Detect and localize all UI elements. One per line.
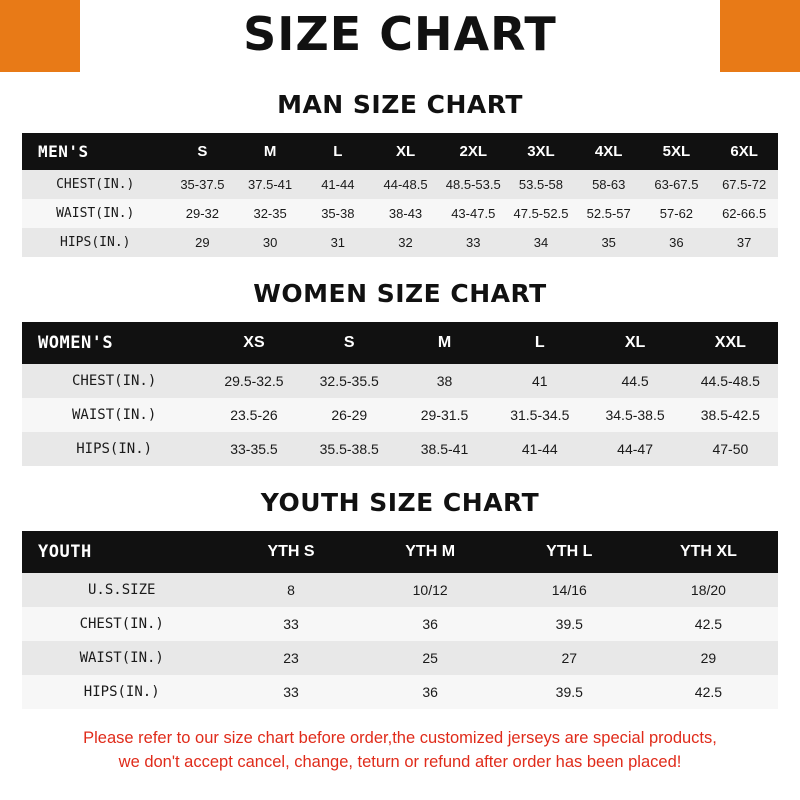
column-header: S	[343, 334, 355, 351]
table-row	[22, 607, 778, 641]
table-row	[22, 364, 778, 398]
table-cell: 44.5	[621, 373, 649, 389]
table-cell: 39.5	[555, 684, 583, 700]
row-label: HIPS(IN.)	[76, 441, 153, 457]
column-header: XL	[624, 334, 646, 351]
table-header-row	[22, 531, 778, 573]
table-cell: 29-32	[185, 206, 219, 221]
table-cell: 23	[283, 650, 299, 666]
row-label: CHEST(IN.)	[56, 177, 135, 192]
table-cell: 42.5	[694, 616, 723, 632]
youth-table-body	[22, 573, 778, 709]
table-cell: 34.5-38.5	[605, 407, 665, 423]
women-section-title: WOMEN SIZE CHART	[253, 279, 547, 308]
column-header: YTH XL	[679, 543, 737, 560]
table-cell: 44.5-48.5	[700, 373, 760, 389]
column-header: L	[534, 334, 545, 351]
table-cell: 42.5	[694, 684, 723, 700]
header-banner-inner	[80, 0, 720, 72]
column-header: YTH L	[546, 543, 593, 560]
table-cell: 41-44	[521, 441, 558, 457]
table-cell: 14/16	[551, 582, 587, 598]
youth-section-title: YOUTH SIZE CHART	[260, 488, 540, 517]
man-section-title: MAN SIZE CHART	[277, 90, 523, 119]
table-cell: 8	[287, 582, 295, 598]
row-label: HIPS(IN.)	[60, 235, 131, 250]
column-header: XS	[243, 334, 265, 351]
table-cell: 29	[700, 650, 717, 666]
man-table-header	[22, 133, 778, 170]
table-cell: 29.5-32.5	[224, 373, 284, 389]
table-cell: 25	[422, 650, 438, 666]
table-row	[22, 641, 778, 675]
table-cell: 34	[533, 235, 549, 250]
column-header: S	[197, 143, 208, 160]
table-row	[22, 199, 778, 228]
column-header: XL	[395, 143, 416, 160]
row-label: WAIST(IN.)	[56, 206, 135, 221]
women-table-body	[22, 364, 778, 466]
order-note-line-1: Please refer to our size chart before order,the customized jerseys are special products,	[83, 729, 717, 747]
column-header: L	[333, 143, 343, 160]
table-cell: 31.5-34.5	[510, 407, 570, 423]
table-cell: 35-38	[321, 206, 355, 221]
row-label: WAIST(IN.)	[79, 650, 164, 666]
table-cell: 58-63	[592, 177, 626, 192]
table-cell: 52.5-57	[586, 206, 631, 221]
table-cell: 32.5-35.5	[319, 373, 379, 389]
table-cell: 35	[601, 235, 616, 250]
table-cell: 48.5-53.5	[445, 177, 501, 192]
column-header: YTH S	[267, 543, 315, 560]
header-banner	[0, 0, 800, 72]
row-label: WAIST(IN.)	[72, 407, 157, 423]
table-cell: 29-31.5	[420, 407, 469, 423]
page-title: SIZE CHART	[243, 7, 557, 61]
column-header: 6XL	[730, 143, 758, 160]
table-cell: 38.5-41	[420, 441, 469, 457]
man-size-table	[22, 133, 778, 257]
table-row	[22, 573, 778, 607]
table-cell: 38.5-42.5	[700, 407, 760, 423]
table-cell: 41	[532, 373, 548, 389]
table-cell: 33-35.5	[230, 441, 278, 457]
table-corner-label: WOMEN'S	[38, 333, 114, 353]
column-header: M	[437, 334, 452, 351]
table-cell: 35-37.5	[180, 177, 225, 192]
row-label: U.S.SIZE	[88, 582, 156, 598]
row-label: CHEST(IN.)	[72, 373, 157, 389]
table-cell: 35.5-38.5	[319, 441, 379, 457]
column-header: M	[263, 143, 277, 160]
table-cell: 10/12	[412, 582, 448, 598]
table-corner-label: YOUTH	[38, 542, 92, 562]
table-cell: 57-62	[659, 206, 694, 221]
table-cell: 18/20	[690, 582, 726, 598]
column-header: YTH M	[405, 543, 456, 560]
chart-content	[0, 90, 800, 775]
table-cell: 63-67.5	[654, 177, 699, 192]
youth-size-table	[22, 531, 778, 709]
table-cell: 29	[195, 235, 210, 250]
column-header: 2XL	[459, 143, 487, 160]
column-header: 3XL	[527, 143, 555, 160]
table-header-row	[22, 322, 778, 364]
table-row	[22, 170, 778, 199]
table-cell: 33	[466, 235, 481, 250]
table-cell: 53.5-58	[518, 177, 564, 192]
youth-table-header	[22, 531, 778, 573]
women-table-header	[22, 322, 778, 364]
table-cell: 32	[398, 235, 413, 250]
row-label: CHEST(IN.)	[79, 616, 164, 632]
table-cell: 43-47.5	[451, 206, 496, 221]
table-cell: 37	[736, 235, 752, 250]
table-row	[22, 675, 778, 709]
table-cell: 41-44	[321, 177, 355, 192]
table-corner-label: MEN'S	[38, 142, 89, 161]
table-cell: 31	[330, 235, 346, 250]
women-size-table	[22, 322, 778, 466]
table-cell: 27	[561, 650, 578, 666]
table-cell: 32-35	[253, 206, 287, 221]
table-cell: 36	[422, 616, 438, 632]
table-cell: 39.5	[555, 616, 583, 632]
table-cell: 62-66.5	[722, 206, 767, 221]
table-cell: 38	[436, 373, 453, 389]
table-header-row	[22, 133, 778, 170]
table-row	[22, 398, 778, 432]
table-cell: 44-47	[617, 441, 653, 457]
table-cell: 23.5-26	[230, 407, 278, 423]
table-cell: 36	[422, 684, 438, 700]
table-cell: 30	[262, 235, 278, 250]
table-cell: 37.5-41	[248, 177, 293, 192]
man-table-body	[22, 170, 778, 257]
column-header: 4XL	[594, 143, 623, 160]
table-cell: 26-29	[331, 407, 368, 423]
table-cell: 36	[669, 235, 684, 250]
table-row	[22, 228, 778, 257]
column-header: 5XL	[662, 143, 691, 160]
table-cell: 38-43	[388, 206, 423, 221]
row-label: HIPS(IN.)	[83, 684, 160, 700]
table-cell: 33	[283, 684, 299, 700]
table-row	[22, 432, 778, 466]
order-note-line-2: we don't accept cancel, change, teturn or refund after order has been placed!	[118, 752, 682, 771]
table-cell: 33	[283, 616, 299, 632]
table-cell: 67.5-72	[722, 177, 767, 192]
order-note	[22, 727, 778, 775]
table-cell: 44-48.5	[383, 177, 428, 192]
column-header: XXL	[714, 334, 746, 351]
table-cell: 47.5-52.5	[513, 206, 569, 221]
table-cell: 47-50	[712, 441, 749, 457]
